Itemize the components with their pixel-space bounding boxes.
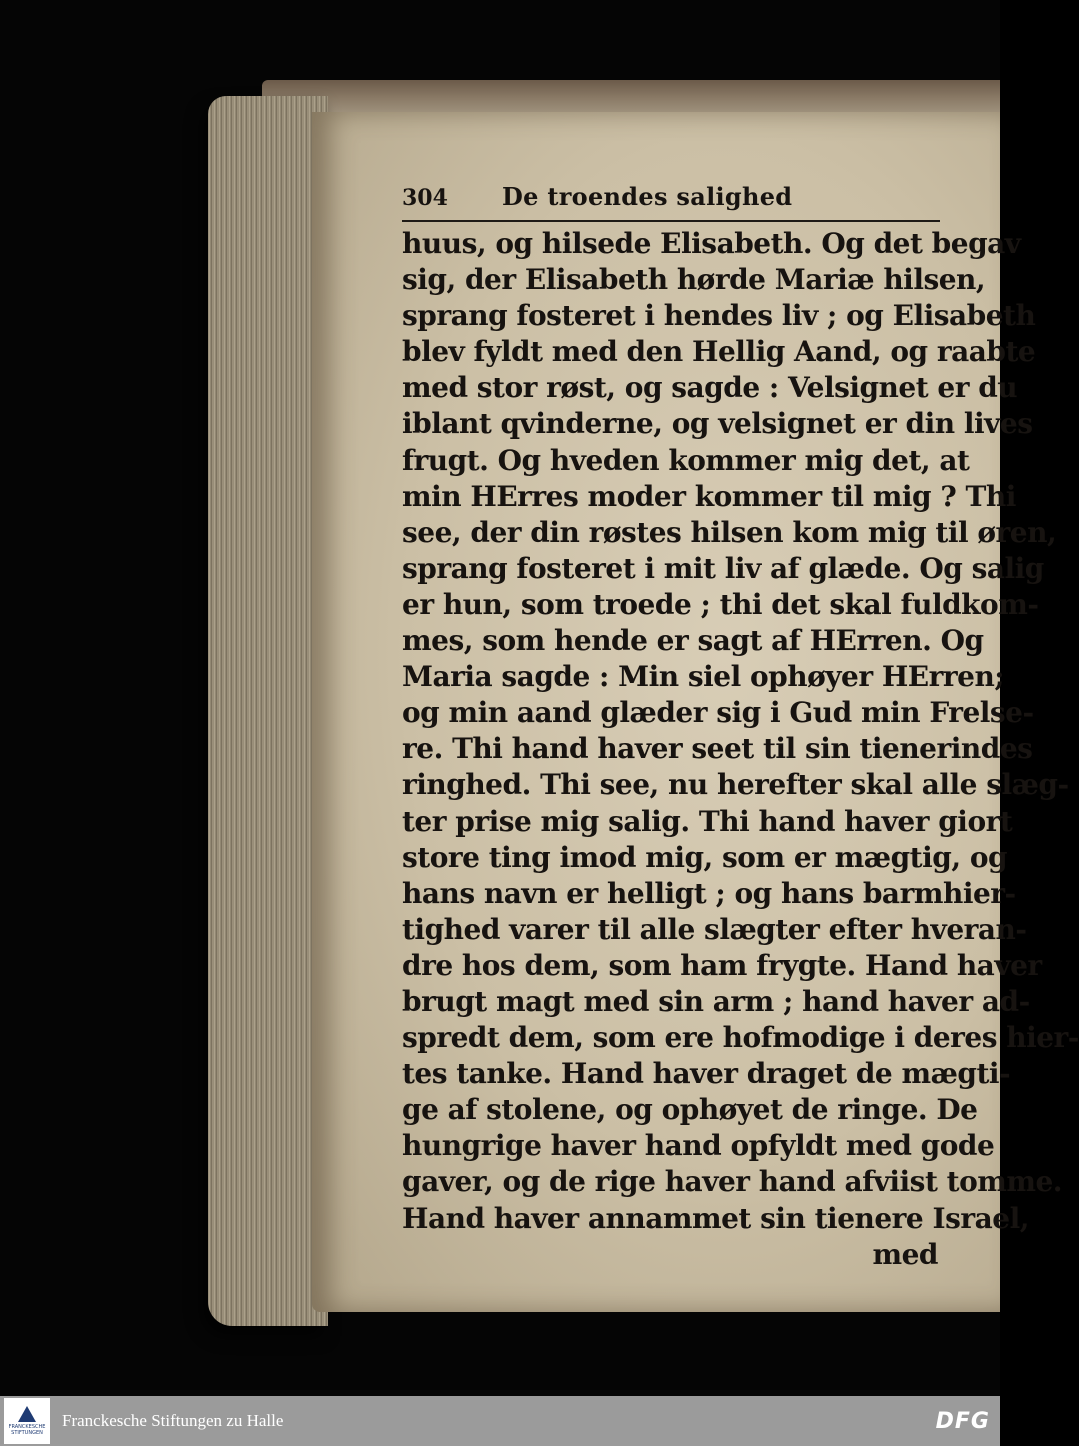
text-line: sig, der Elisabeth hørde Mariæ hilsen, xyxy=(402,263,986,297)
text-line: gaver, og de rige haver hand afviist tomme. xyxy=(402,1165,1063,1199)
body-text xyxy=(402,226,1079,1273)
institution-name: Franckesche Stiftungen zu Halle xyxy=(62,1411,284,1430)
text-line: spredt dem, som ere hofmodige i deres hier- xyxy=(402,1021,1079,1055)
text-line: dre hos dem, som ham frygte. Hand haver xyxy=(402,948,1042,982)
text-line: iblant qvinderne, og velsignet er din lives xyxy=(402,407,1033,441)
text-line: er hun, som troede ; thi det skal fuldkom- xyxy=(402,587,1039,621)
text-line: ge af stolene, og ophøyet de ringe. De xyxy=(402,1093,978,1127)
text-line: Maria sagde : Min siel ophøyer HErren; xyxy=(402,660,1005,694)
text-line: tes tanke. Hand haver draget de mægti- xyxy=(402,1057,1011,1091)
text-line: ter prise mig salig. Thi hand haver giort xyxy=(402,804,1013,838)
page-text-block xyxy=(402,182,1079,1273)
text-line: sprang fosteret i mit liv af glæde. Og salig xyxy=(402,551,1044,585)
catchword: med xyxy=(872,1237,938,1271)
text-line: huus, og hilsede Elisabeth. Og det begav xyxy=(402,227,1021,260)
text-line: Hand haver annammet sin tienere Israel, xyxy=(402,1201,1029,1235)
logo-caption: FRANCKESCHE STIFTUNGEN xyxy=(8,1424,46,1436)
text-line: hungrige haver hand opfyldt med gode xyxy=(402,1129,995,1163)
foundation-emblem-icon xyxy=(18,1406,36,1422)
text-line: med stor røst, og sagde : Velsignet er du xyxy=(402,371,1018,405)
text-line: see, der din røstes hilsen kom mig til øren, xyxy=(402,515,1057,549)
text-line: store ting imod mig, som er mægtig, og xyxy=(402,840,1008,874)
text-line: ringhed. Thi see, nu herefter skal alle slæg- xyxy=(402,768,1069,802)
book-page-edges xyxy=(208,96,328,1326)
text-line: min HErres moder kommer til mig ? Thi xyxy=(402,479,1016,513)
francke-foundation-logo[interactable] xyxy=(4,1398,50,1444)
text-line: blev fyldt med den Hellig Aand, og raabte xyxy=(402,335,1036,369)
header-title: De troendes salighed xyxy=(502,182,793,211)
text-line: og min aand glæder sig i Gud min Frelse- xyxy=(402,696,1034,730)
text-line: frugt. Og hveden kommer mig det, at xyxy=(402,443,970,477)
text-line: mes, som hende er sagt af HErren. Og xyxy=(402,624,984,658)
dfg-logo[interactable]: DFG xyxy=(935,1408,990,1434)
book-top-edge xyxy=(262,80,1000,116)
footer-bar xyxy=(0,1396,1000,1446)
text-line: re. Thi hand haver seet til sin tienerindes xyxy=(402,732,1033,766)
page-number: 304 xyxy=(402,185,448,211)
running-head xyxy=(402,182,940,222)
text-line: brugt magt med sin arm ; hand haver ad- xyxy=(402,984,1030,1018)
text-line: sprang fosteret i hendes liv ; og Elisabeth xyxy=(402,299,1036,333)
text-line: hans navn er helligt ; og hans barmhier- xyxy=(402,876,1016,910)
text-line: tighed varer til alle slægter efter hveran- xyxy=(402,912,1027,946)
